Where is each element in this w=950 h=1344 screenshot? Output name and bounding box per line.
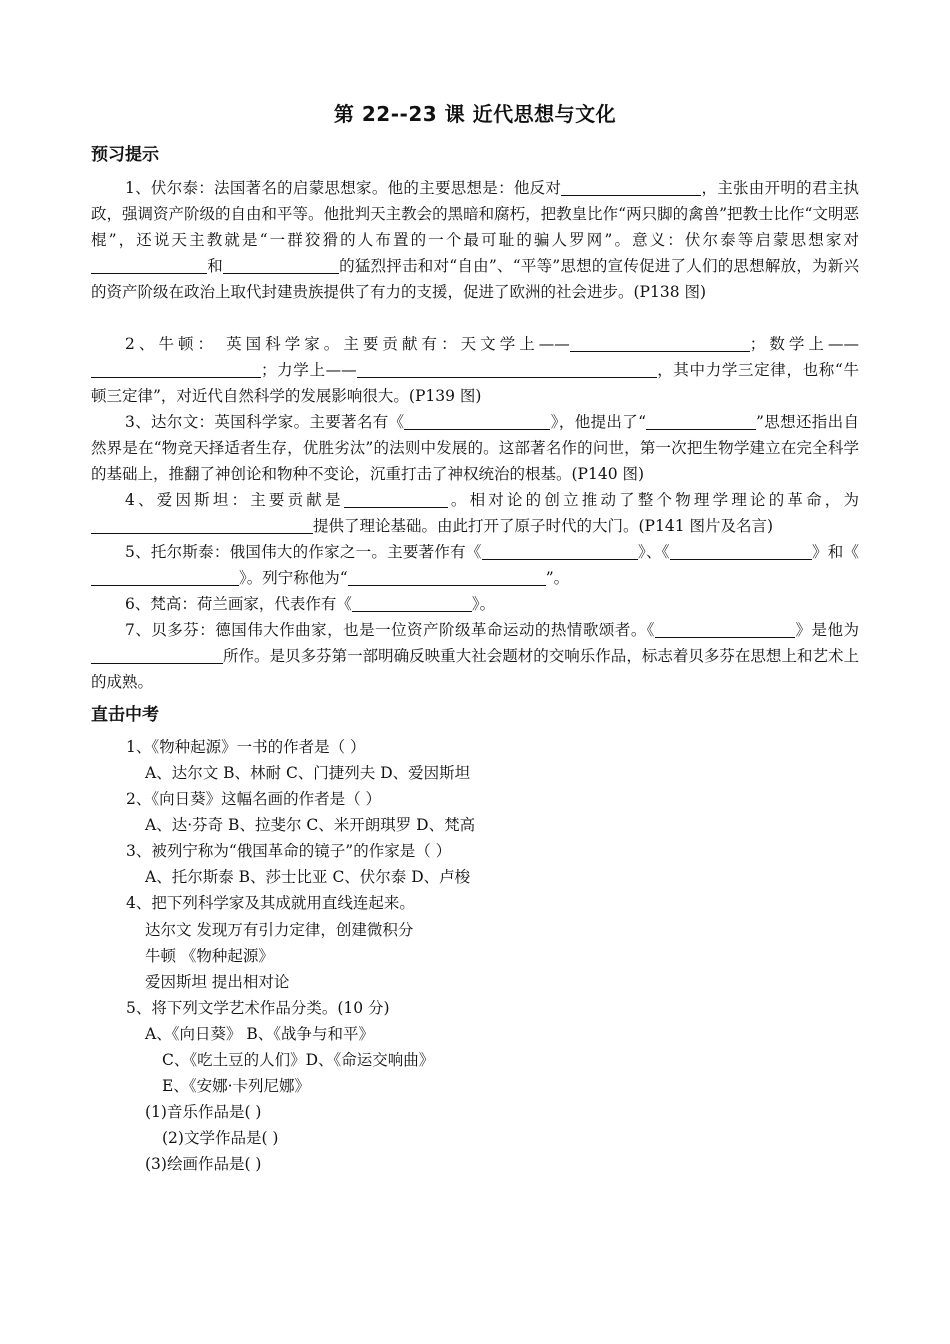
question-5: 5、将下列文学艺术作品分类。(10 分) (126, 999, 390, 1017)
paragraph-text: 6、梵高：荷兰画家，代表作有《 (125, 595, 352, 613)
paragraph-text: 》是他为 (795, 621, 859, 639)
fill-blank[interactable] (91, 646, 223, 664)
paragraph-text: 》。 (471, 595, 496, 613)
question-3-options: A、托尔斯泰 B、莎士比亚 C、伏尔泰 D、卢梭 (145, 868, 471, 886)
paragraph-text: ”。 (545, 569, 570, 587)
answer-music: (1)音乐作品是( ) (145, 1103, 262, 1121)
paragraph-text: 7、贝多芬：德国伟大作曲家，也是一位资产阶级革命运动的热情歌颂者。《 (125, 621, 656, 639)
answer-painting: (3)绘画作品是( ) (145, 1155, 262, 1173)
question-4: 4、把下列科学家及其成就用直线连起来。 (126, 894, 415, 912)
fill-blank[interactable] (357, 360, 657, 378)
paragraph-text: ；力学上—— (261, 361, 357, 379)
fill-blank[interactable] (570, 334, 750, 352)
paragraph-text: 2、牛顿： 英国科学家。主要贡献有：天文学上—— (125, 335, 570, 353)
paragraph-newton (91, 331, 859, 409)
paragraph-einstein (91, 487, 859, 539)
paragraph-text: ；数学上—— (749, 335, 859, 353)
paragraph-text: 4、爱因斯坦：主要贡献是 (125, 491, 344, 509)
paragraph-text: 》、《 (637, 543, 670, 561)
paragraph-van-gogh (91, 591, 859, 617)
answer-literature: (2)文学作品是( ) (162, 1129, 279, 1147)
paragraph-tolstoy (91, 539, 859, 591)
match-line-einstein: 爱因斯坦 提出相对论 (145, 973, 290, 991)
fill-blank[interactable] (91, 568, 239, 586)
section-heading-preview: 预习提示 (91, 145, 159, 165)
fill-blank[interactable] (91, 360, 261, 378)
fill-blank[interactable] (561, 178, 701, 196)
paragraph-text: ，其中力学三定律，也称“牛顿三定律”，对近代自然科学的发展影响很大。(P139 图) (91, 361, 859, 405)
fill-blank[interactable] (223, 256, 339, 274)
paragraph-text: ”思想还指出自然界是在“物竞天择适者生存，优胜劣汰”的法则中发展的。这部著名作的问世，第一次把生物学建立在完全科学的基础上，推翻了神创论和物种不变论，沉重打击了神权统治的根基。(P140 图) (91, 413, 859, 483)
question-1: 1、《物种起源》一书的作者是（ ） (126, 738, 366, 756)
section-heading-exam: 直击中考 (91, 705, 159, 725)
fill-blank[interactable] (352, 594, 472, 612)
question-2-options: A、达·芬奇 B、拉斐尔 C、米开朗琪罗 D、梵高 (145, 816, 476, 834)
page-title: 第 22--23 课 近代思想与文化 (333, 102, 617, 126)
question-2: 2、《向日葵》这幅名画的作者是（ ） (126, 790, 382, 808)
fill-blank[interactable] (646, 412, 756, 430)
paragraph-text: 所作。是贝多芬第一部明确反映重大社会题材的交响乐作品，标志着贝多芬在思想上和艺术上的成熟。 (91, 647, 859, 691)
fill-blank[interactable] (91, 516, 313, 534)
fill-blank[interactable] (482, 542, 638, 560)
paragraph-text: 1、伏尔泰：法国著名的启蒙思想家。他的主要思想是：他反对 (125, 179, 562, 197)
paragraph-text: ，主张由开明的君主执政，强调资产阶级的自由和平等。他批判天主教会的黑暗和腐朽，把教皇比作“两只脚的禽兽”把教士比作“文明恶棍”，还说天主教就是“一群狡猾的人布置的一个最可耻的骗人罗网”。意义：伏尔泰等启蒙思想家对 (91, 179, 859, 249)
question-5-options: E、《安娜·卡列尼娜》 (162, 1077, 310, 1095)
fill-blank[interactable] (91, 256, 207, 274)
paragraph-beethoven (91, 617, 859, 695)
question-5-options: A、《向日葵》 B、《战争与和平》 (145, 1025, 375, 1043)
paragraph-text: 。相对论的创立推动了整个物理学理论的革命，为 (447, 491, 859, 509)
paragraph-text: 》，他提出了“ (550, 413, 647, 431)
fill-blank[interactable] (348, 568, 546, 586)
paragraph-darwin (91, 409, 859, 487)
fill-blank[interactable] (344, 490, 448, 508)
question-1-options: A、达尔文 B、林耐 C、门捷列夫 D、爱因斯坦 (145, 764, 471, 782)
fill-blank[interactable] (670, 542, 812, 560)
match-line-darwin: 达尔文 发现万有引力定律，创建微积分 (145, 921, 414, 939)
paragraph-text: 5、托尔斯泰：俄国伟大的作家之一。主要著作有《 (125, 543, 482, 561)
paragraph-text: 》。列宁称他为“ (239, 569, 348, 587)
paragraph-text: 》和《 (811, 543, 859, 561)
paragraph-text: 的猛烈抨击和对“自由”、“平等”思想的宣传促进了人们的思想解放，为新兴的资产阶级在政治上取代封建贵族提供了有力的支援，促进了欧洲的社会进步。(P138 图) (91, 257, 859, 301)
paragraph-voltaire (91, 175, 859, 305)
fill-blank[interactable] (655, 620, 795, 638)
fill-blank[interactable] (404, 412, 550, 430)
paragraph-text: 和 (207, 257, 223, 275)
paragraph-text: 提供了理论基础。由此打开了原子时代的大门。(P141 图片及名言) (313, 517, 774, 535)
question-5-options: C、《吃土豆的人们》D、《命运交响曲》 (162, 1051, 435, 1069)
match-line-newton: 牛顿 《物种起源》 (145, 947, 274, 965)
question-3: 3、被列宁称为“俄国革命的镜子”的作家是（ ） (126, 842, 452, 860)
paragraph-text: 3、达尔文：英国科学家。主要著名有《 (125, 413, 405, 431)
